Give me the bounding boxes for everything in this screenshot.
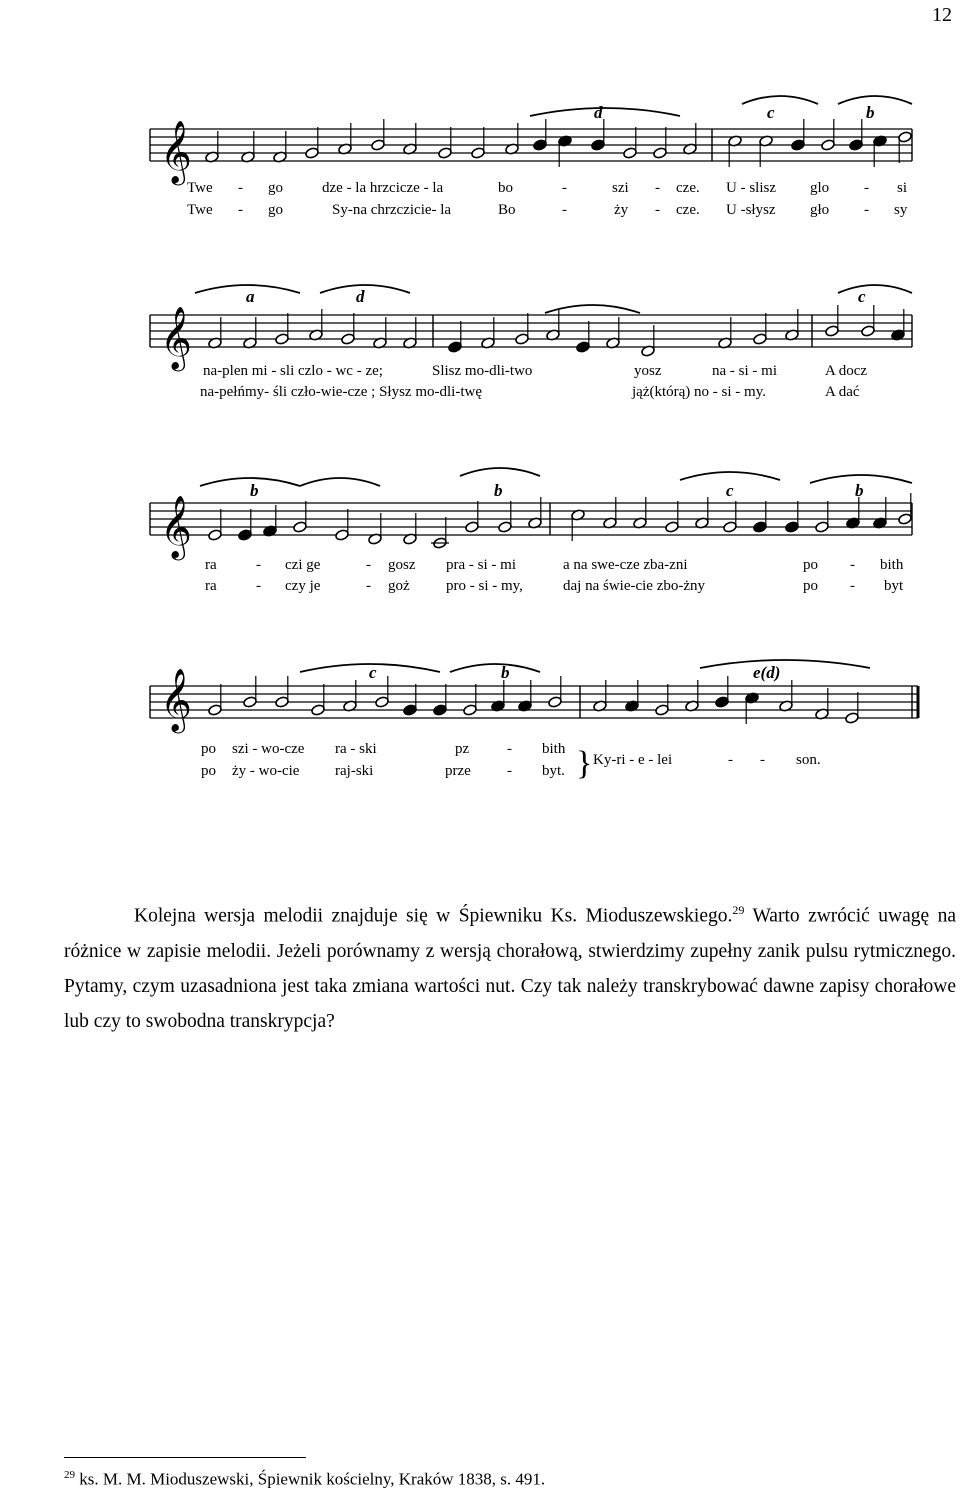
lyric: glo: [810, 180, 830, 196]
lyric: po: [803, 557, 818, 573]
phrase-arc: [742, 96, 818, 104]
note-head: [375, 696, 390, 708]
lyric: bo: [498, 180, 513, 196]
lyric: ży: [614, 202, 629, 218]
lyric: po: [201, 763, 216, 779]
lyric: jąż(którą) no - si - my.: [632, 384, 766, 400]
note-head: [533, 139, 548, 151]
mode-mark: b: [494, 481, 503, 500]
lyric: Ky-ri - e - lei: [593, 752, 673, 768]
lyric: -: [238, 202, 243, 218]
mode-mark: c: [369, 663, 377, 682]
lyric: raj-ski: [335, 763, 374, 779]
lyric: po: [201, 741, 216, 757]
note-head: [498, 521, 513, 533]
lyric: cze.: [676, 180, 700, 196]
lyric: dze - la hrzcicze - la: [322, 180, 444, 196]
footnote-text: ks. M. M. Mioduszewski, Śpiewnik kościelny, Kraków 1838, s. 491.: [75, 1469, 546, 1489]
note-head: [311, 704, 326, 716]
lyric: cze.: [676, 202, 700, 218]
phrase-arc: [530, 108, 680, 116]
lyric: po: [803, 578, 818, 594]
lyric: -: [562, 202, 567, 218]
lyric: ra: [205, 557, 217, 573]
phrase-arc: [300, 478, 380, 486]
note-head: [791, 139, 806, 151]
note-head: [275, 333, 290, 345]
note-head: [548, 696, 563, 708]
lyric: -: [238, 180, 243, 196]
lyric: ra: [205, 578, 217, 594]
lyric: -: [366, 578, 371, 594]
footnote-number: 29: [64, 1469, 75, 1481]
note-head: [208, 529, 223, 541]
lyric: bith: [542, 741, 566, 757]
mode-mark: a: [246, 287, 255, 306]
note-head: [825, 325, 840, 337]
page-number: 12: [932, 4, 952, 26]
lyric: -: [507, 763, 512, 779]
mode-mark: c: [767, 103, 775, 122]
lyric: szi - wo-cze: [232, 741, 305, 757]
lyric: -: [850, 557, 855, 573]
note-head: [715, 696, 730, 708]
lyric: go: [268, 180, 283, 196]
mode-mark: e(d): [753, 663, 781, 682]
lyric: pz: [455, 741, 470, 757]
mode-mark: d: [594, 103, 603, 122]
phrase-arc: [320, 285, 410, 293]
lyric: Twe: [187, 202, 213, 218]
brace-icon: }: [576, 745, 593, 782]
paragraph-text: Kolejna wersja melodii znajduje się w Śpiewniku Ks. Mioduszewskiego.: [134, 905, 733, 927]
lyric: -: [366, 557, 371, 573]
lyric: byt: [884, 578, 904, 594]
lyric: Slisz mo-dli-two: [432, 363, 533, 379]
note-head: [653, 147, 668, 159]
note-head: [815, 521, 830, 533]
note-head: [576, 341, 591, 353]
footnote-ref: 29: [732, 903, 745, 917]
paragraph-text-cont: Warto zwrócić uwagę na różnice w zapisie melodii. Jeżeli porównamy z wersją chorałową, stwierdzimy zupełny zanik pulsu rytmicznego. Pytamy, czym uzasadniona jest taka zmiana wartości nut. Czy tak należy transkrybować dawne zapisy chorałowe lub czy to swobodna transkrypcja?: [64, 905, 956, 1032]
mode-mark: c: [726, 481, 734, 500]
lyric: czy je: [285, 578, 321, 594]
treble-clef-icon: 𝄞: [160, 122, 192, 182]
lyric: -: [256, 578, 261, 594]
body-paragraph: [64, 893, 956, 1039]
note-head: [463, 704, 478, 716]
treble-clef-icon: 𝄞: [160, 497, 192, 557]
note-head: [335, 529, 350, 541]
mode-mark: d: [356, 287, 365, 306]
lyric: -: [864, 202, 869, 218]
lyric: si: [897, 180, 908, 196]
lyric: yosz: [634, 363, 662, 379]
lyric: gło: [810, 202, 830, 218]
note-head: [821, 139, 836, 151]
lyric: pro - si - my,: [446, 578, 523, 594]
note-head: [293, 521, 308, 533]
phrase-arc: [700, 660, 870, 668]
footnote-divider: [64, 1457, 306, 1458]
lyric: -: [864, 180, 869, 196]
note-head: [591, 139, 606, 151]
lyric: son.: [796, 752, 821, 768]
phrase-arc: [460, 468, 540, 476]
lyric: -: [850, 578, 855, 594]
lyric: pra - si - mi: [446, 557, 516, 573]
note-head: [898, 513, 913, 525]
lyric: gosz: [388, 557, 416, 573]
mode-mark: b: [250, 481, 259, 500]
note-head: [433, 704, 448, 716]
note-head: [305, 147, 320, 159]
lyric: -: [655, 180, 660, 196]
phrase-arc: [838, 285, 912, 293]
note-head: [861, 325, 876, 337]
note-head: [723, 521, 738, 533]
note-head: [371, 139, 386, 151]
lyric: szi: [612, 180, 629, 196]
treble-clef-icon: 𝄞: [160, 670, 192, 730]
lyric: na-plen mi - sli czlo - wc - ze;: [203, 363, 383, 379]
phrase-arc: [680, 472, 780, 480]
lyric: byt.: [542, 763, 565, 779]
lyric: a na swe-cze zba-zni: [563, 557, 688, 573]
note-head: [845, 712, 860, 724]
note-head: [341, 333, 356, 345]
note-head: [898, 131, 913, 143]
note-head: [785, 521, 800, 533]
phrase-arc: [838, 96, 912, 104]
lyric: czi ge: [285, 557, 321, 573]
note-head: [665, 521, 680, 533]
lyric: sy: [894, 202, 908, 218]
lyric: U - slisz: [726, 180, 776, 196]
treble-clef-icon: 𝄞: [160, 308, 192, 368]
lyric: U -słysz: [726, 202, 776, 218]
lyric: Bo: [498, 202, 516, 218]
note-head: [275, 696, 290, 708]
note-head: [465, 521, 480, 533]
lyric: go: [268, 202, 283, 218]
note-head: [655, 704, 670, 716]
lyric: na-pełńmy- śli czło-wie-cze ; Słysz mo-dli-twę: [200, 384, 482, 400]
lyric: ży - wo-cie: [232, 763, 300, 779]
phrase-arc: [450, 664, 540, 672]
lyric: Twe: [187, 180, 213, 196]
lyric: bith: [880, 557, 904, 573]
lyric: goż: [388, 578, 410, 594]
mode-mark: b: [855, 481, 864, 500]
note-head: [448, 341, 463, 353]
note-head: [438, 147, 453, 159]
note-head: [753, 333, 768, 345]
lyric: prze: [445, 763, 471, 779]
lyric: -: [728, 752, 733, 768]
footnote: [64, 1469, 545, 1490]
mode-mark: b: [866, 103, 875, 122]
note-head: [849, 139, 864, 151]
note-head: [403, 704, 418, 716]
note-head: [238, 529, 253, 541]
note-head: [753, 521, 768, 533]
lyric: ra - ski: [335, 741, 377, 757]
note-head: [471, 147, 486, 159]
lyric: -: [562, 180, 567, 196]
note-head: [208, 704, 223, 716]
note-head: [623, 147, 638, 159]
lyric: -: [256, 557, 261, 573]
note-head: [243, 696, 258, 708]
lyric: -: [507, 741, 512, 757]
lyric: A dać: [825, 384, 860, 400]
lyric: -: [760, 752, 765, 768]
mode-mark: b: [501, 663, 510, 682]
lyric: daj na świe-cie zbo-żny: [563, 578, 706, 594]
lyric: A docz: [825, 363, 868, 379]
lyric: na - si - mi: [712, 363, 777, 379]
lyric: Sy-na chrzczicie- la: [332, 202, 452, 218]
lyric: -: [655, 202, 660, 218]
mode-mark: c: [858, 287, 866, 306]
note-head: [515, 333, 530, 345]
